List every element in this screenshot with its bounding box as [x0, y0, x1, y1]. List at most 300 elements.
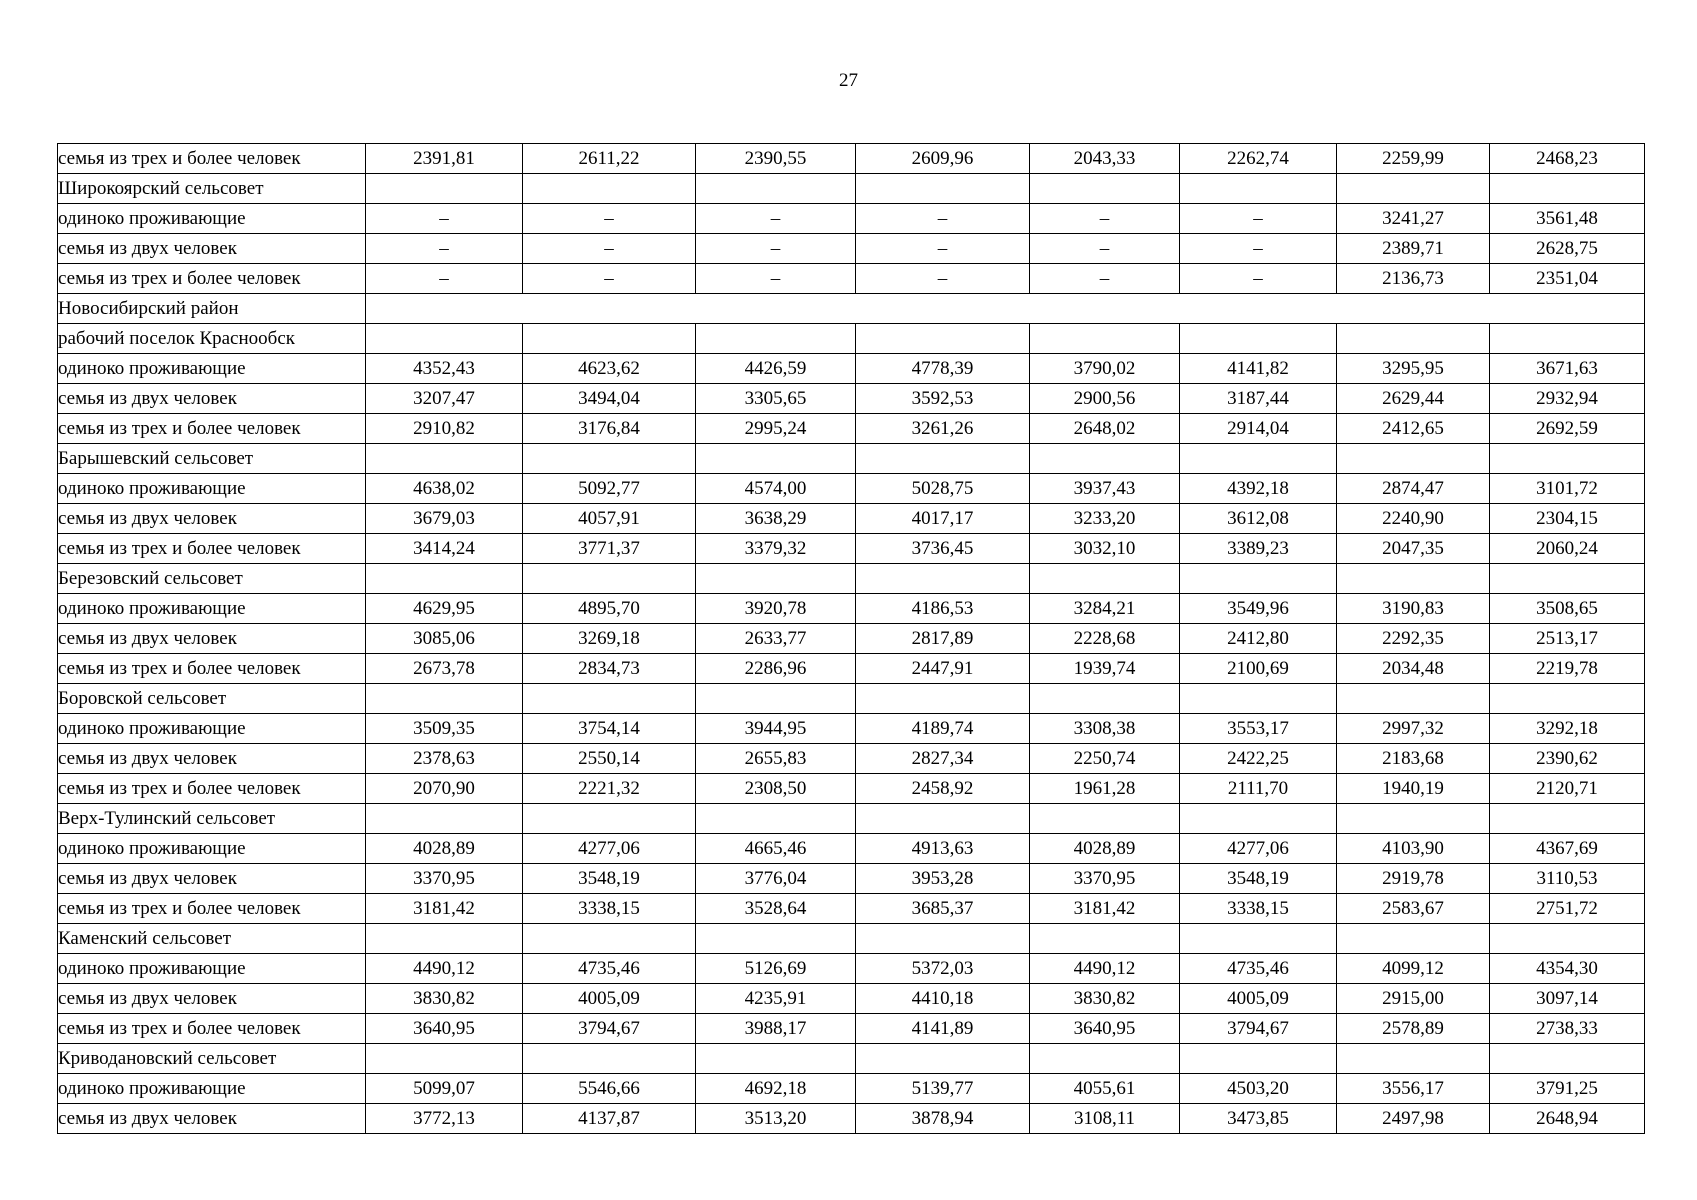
table-cell: 4913,63	[856, 834, 1030, 864]
table-cell: 4503,20	[1180, 1074, 1337, 1104]
table-cell: 2914,04	[1180, 414, 1337, 444]
table-row	[58, 444, 1645, 474]
table-cell	[366, 444, 523, 474]
table-cell: –	[696, 234, 856, 264]
table-cell: 2550,14	[523, 744, 696, 774]
table-row	[58, 864, 1645, 894]
row-label: семья из двух человек	[58, 984, 366, 1014]
table-cell: 3592,53	[856, 384, 1030, 414]
table-cell	[856, 684, 1030, 714]
table-cell: 3292,18	[1490, 714, 1645, 744]
table-cell: 4028,89	[1030, 834, 1180, 864]
table-cell: –	[366, 264, 523, 294]
table-cell	[1180, 924, 1337, 954]
page-number: 27	[839, 70, 858, 91]
table-cell: –	[366, 234, 523, 264]
table-cell: 3187,44	[1180, 384, 1337, 414]
table-cell: 3269,18	[523, 624, 696, 654]
table-row	[58, 1014, 1645, 1044]
table-cell: 2648,94	[1490, 1104, 1645, 1134]
table-cell: 4574,00	[696, 474, 856, 504]
table-cell	[1490, 174, 1645, 204]
table-cell	[366, 174, 523, 204]
tariff-table	[57, 143, 1645, 1134]
table-cell: 4778,39	[856, 354, 1030, 384]
table-cell	[523, 684, 696, 714]
table-cell: 3878,94	[856, 1104, 1030, 1134]
table-cell: 2304,15	[1490, 504, 1645, 534]
table-cell: 2034,48	[1337, 654, 1490, 684]
table-cell: 3791,25	[1490, 1074, 1645, 1104]
table-cell	[1337, 684, 1490, 714]
table-cell: 2932,94	[1490, 384, 1645, 414]
table-cell	[1490, 804, 1645, 834]
table-cell: 5372,03	[856, 954, 1030, 984]
table-cell: 1961,28	[1030, 774, 1180, 804]
table-cell: 2692,59	[1490, 414, 1645, 444]
row-label: семья из двух человек	[58, 864, 366, 894]
table-cell: 2629,44	[1337, 384, 1490, 414]
table-cell: 2378,63	[366, 744, 523, 774]
table-cell: 2874,47	[1337, 474, 1490, 504]
row-label: Новосибирский район	[58, 294, 366, 324]
table-cell: 2609,96	[856, 144, 1030, 174]
table-row	[58, 144, 1645, 174]
table-cell: 2060,24	[1490, 534, 1645, 564]
table-cell	[696, 174, 856, 204]
table-cell: 2834,73	[523, 654, 696, 684]
table-cell	[1180, 444, 1337, 474]
table-cell: 2070,90	[366, 774, 523, 804]
table-row	[58, 264, 1645, 294]
table-cell: 3389,23	[1180, 534, 1337, 564]
table-cell: 2817,89	[856, 624, 1030, 654]
table-cell: 2262,74	[1180, 144, 1337, 174]
table-cell: 2259,99	[1337, 144, 1490, 174]
table-cell: –	[366, 204, 523, 234]
table-cell: 2900,56	[1030, 384, 1180, 414]
table-cell	[366, 564, 523, 594]
table-cell	[856, 444, 1030, 474]
table-cell: 2136,73	[1337, 264, 1490, 294]
table-cell: 1939,74	[1030, 654, 1180, 684]
table-cell: 3771,37	[523, 534, 696, 564]
table-cell: 3612,08	[1180, 504, 1337, 534]
table-cell: 3338,15	[523, 894, 696, 924]
table-row	[58, 534, 1645, 564]
table-cell: 4017,17	[856, 504, 1030, 534]
table-cell	[1490, 564, 1645, 594]
table-cell: 4367,69	[1490, 834, 1645, 864]
table-row	[58, 594, 1645, 624]
table-cell: 3284,21	[1030, 594, 1180, 624]
table-cell: 4392,18	[1180, 474, 1337, 504]
table-cell: 2578,89	[1337, 1014, 1490, 1044]
table-cell: 2673,78	[366, 654, 523, 684]
row-label: Березовский сельсовет	[58, 564, 366, 594]
table-row	[58, 324, 1645, 354]
table-cell: 4692,18	[696, 1074, 856, 1104]
table-cell	[1180, 1044, 1337, 1074]
table-cell	[696, 924, 856, 954]
table-cell: 2183,68	[1337, 744, 1490, 774]
table-cell	[696, 804, 856, 834]
table-cell: 2043,33	[1030, 144, 1180, 174]
table-cell: 2390,62	[1490, 744, 1645, 774]
table-cell: 2286,96	[696, 654, 856, 684]
row-label: семья из двух человек	[58, 504, 366, 534]
row-label: Барышевский сельсовет	[58, 444, 366, 474]
row-label: семья из двух человек	[58, 384, 366, 414]
table-row	[58, 1074, 1645, 1104]
table-cell	[1180, 324, 1337, 354]
table-cell: 3379,32	[696, 534, 856, 564]
table-cell: 3176,84	[523, 414, 696, 444]
table-cell: 3110,53	[1490, 864, 1645, 894]
table-cell	[523, 1044, 696, 1074]
table-row	[58, 834, 1645, 864]
table-cell: 2047,35	[1337, 534, 1490, 564]
table-cell	[523, 924, 696, 954]
table-cell: 2751,72	[1490, 894, 1645, 924]
table-row	[58, 984, 1645, 1014]
table-cell: 3754,14	[523, 714, 696, 744]
table-cell: 3097,14	[1490, 984, 1645, 1014]
table-cell: 3830,82	[1030, 984, 1180, 1014]
table-cell: 3548,19	[1180, 864, 1337, 894]
table-row	[58, 654, 1645, 684]
row-label: одиноко проживающие	[58, 354, 366, 384]
table-cell	[523, 324, 696, 354]
table-cell: 3679,03	[366, 504, 523, 534]
table-row	[58, 954, 1645, 984]
table-cell: 2910,82	[366, 414, 523, 444]
table-cell: 2228,68	[1030, 624, 1180, 654]
row-label: семья из двух человек	[58, 624, 366, 654]
table-cell: 2583,67	[1337, 894, 1490, 924]
row-label: одиноко проживающие	[58, 834, 366, 864]
row-label: семья из трех и более человек	[58, 414, 366, 444]
table-row	[58, 204, 1645, 234]
table-cell	[1030, 804, 1180, 834]
table-cell: –	[856, 234, 1030, 264]
table-cell: –	[696, 204, 856, 234]
table-cell: 4141,89	[856, 1014, 1030, 1044]
table-cell	[1030, 1044, 1180, 1074]
table-cell: 3937,43	[1030, 474, 1180, 504]
table-cell	[1030, 174, 1180, 204]
table-cell: 3233,20	[1030, 504, 1180, 534]
merged-cell	[366, 294, 1645, 324]
table-cell	[1490, 924, 1645, 954]
table-cell	[856, 1044, 1030, 1074]
table-cell: 3032,10	[1030, 534, 1180, 564]
table-cell	[523, 564, 696, 594]
table-cell	[1030, 324, 1180, 354]
table-cell	[1490, 324, 1645, 354]
table-cell: 2412,80	[1180, 624, 1337, 654]
table-cell	[523, 444, 696, 474]
table-cell: 3736,45	[856, 534, 1030, 564]
table-cell: 4099,12	[1337, 954, 1490, 984]
table-cell: 3508,65	[1490, 594, 1645, 624]
table-row	[58, 714, 1645, 744]
table-cell	[1337, 174, 1490, 204]
table-cell: 4354,30	[1490, 954, 1645, 984]
table-cell: 3101,72	[1490, 474, 1645, 504]
table-row	[58, 504, 1645, 534]
table-row	[58, 384, 1645, 414]
table-cell: 4189,74	[856, 714, 1030, 744]
table-cell: 4235,91	[696, 984, 856, 1014]
table-cell: 4895,70	[523, 594, 696, 624]
table-cell: 2648,02	[1030, 414, 1180, 444]
table-cell	[1180, 684, 1337, 714]
table-cell: –	[856, 204, 1030, 234]
row-label: одиноко проживающие	[58, 474, 366, 504]
table-cell: 2390,55	[696, 144, 856, 174]
table-cell: 2611,22	[523, 144, 696, 174]
table-cell: 2915,00	[1337, 984, 1490, 1014]
table-row	[58, 294, 1645, 324]
table-row	[58, 414, 1645, 444]
table-cell: 2422,25	[1180, 744, 1337, 774]
table-cell: 2391,81	[366, 144, 523, 174]
table-cell: 4352,43	[366, 354, 523, 384]
table-row	[58, 174, 1645, 204]
table-cell: 3794,67	[1180, 1014, 1337, 1044]
table-cell: 2250,74	[1030, 744, 1180, 774]
table-cell: 4005,09	[1180, 984, 1337, 1014]
table-cell: –	[523, 234, 696, 264]
table-cell: 2827,34	[856, 744, 1030, 774]
row-label: семья из трех и более человек	[58, 654, 366, 684]
row-label: семья из трех и более человек	[58, 534, 366, 564]
table-cell: 2221,32	[523, 774, 696, 804]
row-label: Криводановский сельсовет	[58, 1044, 366, 1074]
table-cell: 2513,17	[1490, 624, 1645, 654]
table-cell: 3953,28	[856, 864, 1030, 894]
table-cell: –	[1030, 204, 1180, 234]
table-cell: 2458,92	[856, 774, 1030, 804]
row-label: семья из трех и более человек	[58, 264, 366, 294]
row-label: семья из двух человек	[58, 1104, 366, 1134]
table-row	[58, 234, 1645, 264]
table-cell: 3370,95	[1030, 864, 1180, 894]
table-cell: 4057,91	[523, 504, 696, 534]
table-row	[58, 684, 1645, 714]
table-cell: 3513,20	[696, 1104, 856, 1134]
table-cell	[1180, 804, 1337, 834]
table-cell: 2655,83	[696, 744, 856, 774]
table-cell: 4490,12	[366, 954, 523, 984]
table-cell: 3181,42	[366, 894, 523, 924]
table-cell	[1490, 1044, 1645, 1074]
row-label: одиноко проживающие	[58, 714, 366, 744]
table-cell: 3414,24	[366, 534, 523, 564]
table-cell: 3305,65	[696, 384, 856, 414]
table-cell: 3241,27	[1337, 204, 1490, 234]
table-cell: 2412,65	[1337, 414, 1490, 444]
table-cell: 2497,98	[1337, 1104, 1490, 1134]
table-cell: 3494,04	[523, 384, 696, 414]
table-cell	[856, 174, 1030, 204]
row-label: семья из двух человек	[58, 234, 366, 264]
row-label: Боровской сельсовет	[58, 684, 366, 714]
table-cell	[1030, 684, 1180, 714]
table-row	[58, 474, 1645, 504]
table-cell: 2292,35	[1337, 624, 1490, 654]
table-cell: 4141,82	[1180, 354, 1337, 384]
table-cell	[366, 684, 523, 714]
table-cell: 2738,33	[1490, 1014, 1645, 1044]
table-cell	[1180, 564, 1337, 594]
table-cell	[1337, 444, 1490, 474]
table-cell: 4735,46	[1180, 954, 1337, 984]
table-cell: 4410,18	[856, 984, 1030, 1014]
table-cell	[1030, 924, 1180, 954]
table-cell: 5092,77	[523, 474, 696, 504]
table-cell: 2628,75	[1490, 234, 1645, 264]
table-row	[58, 924, 1645, 954]
table-cell: 4735,46	[523, 954, 696, 984]
table-cell: 3308,38	[1030, 714, 1180, 744]
table-cell: 4055,61	[1030, 1074, 1180, 1104]
row-label: семья из трех и более человек	[58, 144, 366, 174]
table-cell: 3108,11	[1030, 1104, 1180, 1134]
table-cell: 3207,47	[366, 384, 523, 414]
table-cell: 3671,63	[1490, 354, 1645, 384]
table-cell	[366, 324, 523, 354]
table-cell	[696, 684, 856, 714]
row-label: одиноко проживающие	[58, 204, 366, 234]
row-label: рабочий поселок Краснообск	[58, 324, 366, 354]
table-cell	[1490, 684, 1645, 714]
row-label: одиноко проживающие	[58, 954, 366, 984]
table-cell: –	[696, 264, 856, 294]
table-cell	[1337, 804, 1490, 834]
row-label: семья из трех и более человек	[58, 1014, 366, 1044]
table-cell: 3640,95	[1030, 1014, 1180, 1044]
table-cell	[1030, 564, 1180, 594]
table-cell: 4137,87	[523, 1104, 696, 1134]
table-cell: 3794,67	[523, 1014, 696, 1044]
table-cell: 3561,48	[1490, 204, 1645, 234]
table-cell	[856, 564, 1030, 594]
table-cell: 3338,15	[1180, 894, 1337, 924]
row-label: семья из двух человек	[58, 744, 366, 774]
table-cell: 3553,17	[1180, 714, 1337, 744]
table-cell: 4629,95	[366, 594, 523, 624]
table-cell: 3638,29	[696, 504, 856, 534]
table-cell: 2240,90	[1337, 504, 1490, 534]
table-cell: 2633,77	[696, 624, 856, 654]
table-cell: 2100,69	[1180, 654, 1337, 684]
table-cell	[1030, 444, 1180, 474]
table-cell: 2111,70	[1180, 774, 1337, 804]
table-cell: 2997,32	[1337, 714, 1490, 744]
table-cell	[696, 324, 856, 354]
table-cell: 3944,95	[696, 714, 856, 744]
table-cell: 3295,95	[1337, 354, 1490, 384]
table-cell: 4665,46	[696, 834, 856, 864]
row-label: одиноко проживающие	[58, 594, 366, 624]
table-cell: –	[1180, 204, 1337, 234]
table-row	[58, 1104, 1645, 1134]
table-cell: 5546,66	[523, 1074, 696, 1104]
table-cell: 3261,26	[856, 414, 1030, 444]
table-cell: 3920,78	[696, 594, 856, 624]
table-cell: 4028,89	[366, 834, 523, 864]
table-cell: 3549,96	[1180, 594, 1337, 624]
table-cell: 5139,77	[856, 1074, 1030, 1104]
table-cell: 3790,02	[1030, 354, 1180, 384]
table-cell: 3988,17	[696, 1014, 856, 1044]
row-label: семья из трех и более человек	[58, 774, 366, 804]
table-cell: –	[523, 204, 696, 234]
table-cell: 2995,24	[696, 414, 856, 444]
table-cell: 2351,04	[1490, 264, 1645, 294]
table-row	[58, 1044, 1645, 1074]
table-cell: –	[1180, 234, 1337, 264]
row-label: Широкоярский сельсовет	[58, 174, 366, 204]
table-cell: 4005,09	[523, 984, 696, 1014]
table-row	[58, 564, 1645, 594]
table-row	[58, 804, 1645, 834]
table-cell: 5028,75	[856, 474, 1030, 504]
table-cell	[366, 924, 523, 954]
table-cell	[696, 444, 856, 474]
table-cell: 2120,71	[1490, 774, 1645, 804]
table-cell	[366, 1044, 523, 1074]
table-cell: 3085,06	[366, 624, 523, 654]
table-cell: 3772,13	[366, 1104, 523, 1134]
table-cell: 4186,53	[856, 594, 1030, 624]
table-cell: 1940,19	[1337, 774, 1490, 804]
table-cell: 3509,35	[366, 714, 523, 744]
table-cell: 3370,95	[366, 864, 523, 894]
row-label: Каменский сельсовет	[58, 924, 366, 954]
table-cell: 3685,37	[856, 894, 1030, 924]
table-cell	[1337, 924, 1490, 954]
table-cell: 3190,83	[1337, 594, 1490, 624]
table-cell	[523, 174, 696, 204]
table-cell: 4426,59	[696, 354, 856, 384]
table-cell: –	[523, 264, 696, 294]
table-cell	[1337, 564, 1490, 594]
table-cell: 3473,85	[1180, 1104, 1337, 1134]
table-cell: 2919,78	[1337, 864, 1490, 894]
table-cell: 4103,90	[1337, 834, 1490, 864]
table-cell: 3181,42	[1030, 894, 1180, 924]
row-label: семья из трех и более человек	[58, 894, 366, 924]
table-cell: 3640,95	[366, 1014, 523, 1044]
table-cell: 3556,17	[1337, 1074, 1490, 1104]
table-cell: 2468,23	[1490, 144, 1645, 174]
table-cell: 3776,04	[696, 864, 856, 894]
table-cell	[1337, 1044, 1490, 1074]
table-cell	[1180, 174, 1337, 204]
table-cell: 3830,82	[366, 984, 523, 1014]
table-cell	[1337, 324, 1490, 354]
table-cell: 5126,69	[696, 954, 856, 984]
table-cell: –	[856, 264, 1030, 294]
table-cell: 4277,06	[1180, 834, 1337, 864]
table-row	[58, 624, 1645, 654]
table-cell: 3548,19	[523, 864, 696, 894]
table-cell: 4490,12	[1030, 954, 1180, 984]
table-cell: 2308,50	[696, 774, 856, 804]
